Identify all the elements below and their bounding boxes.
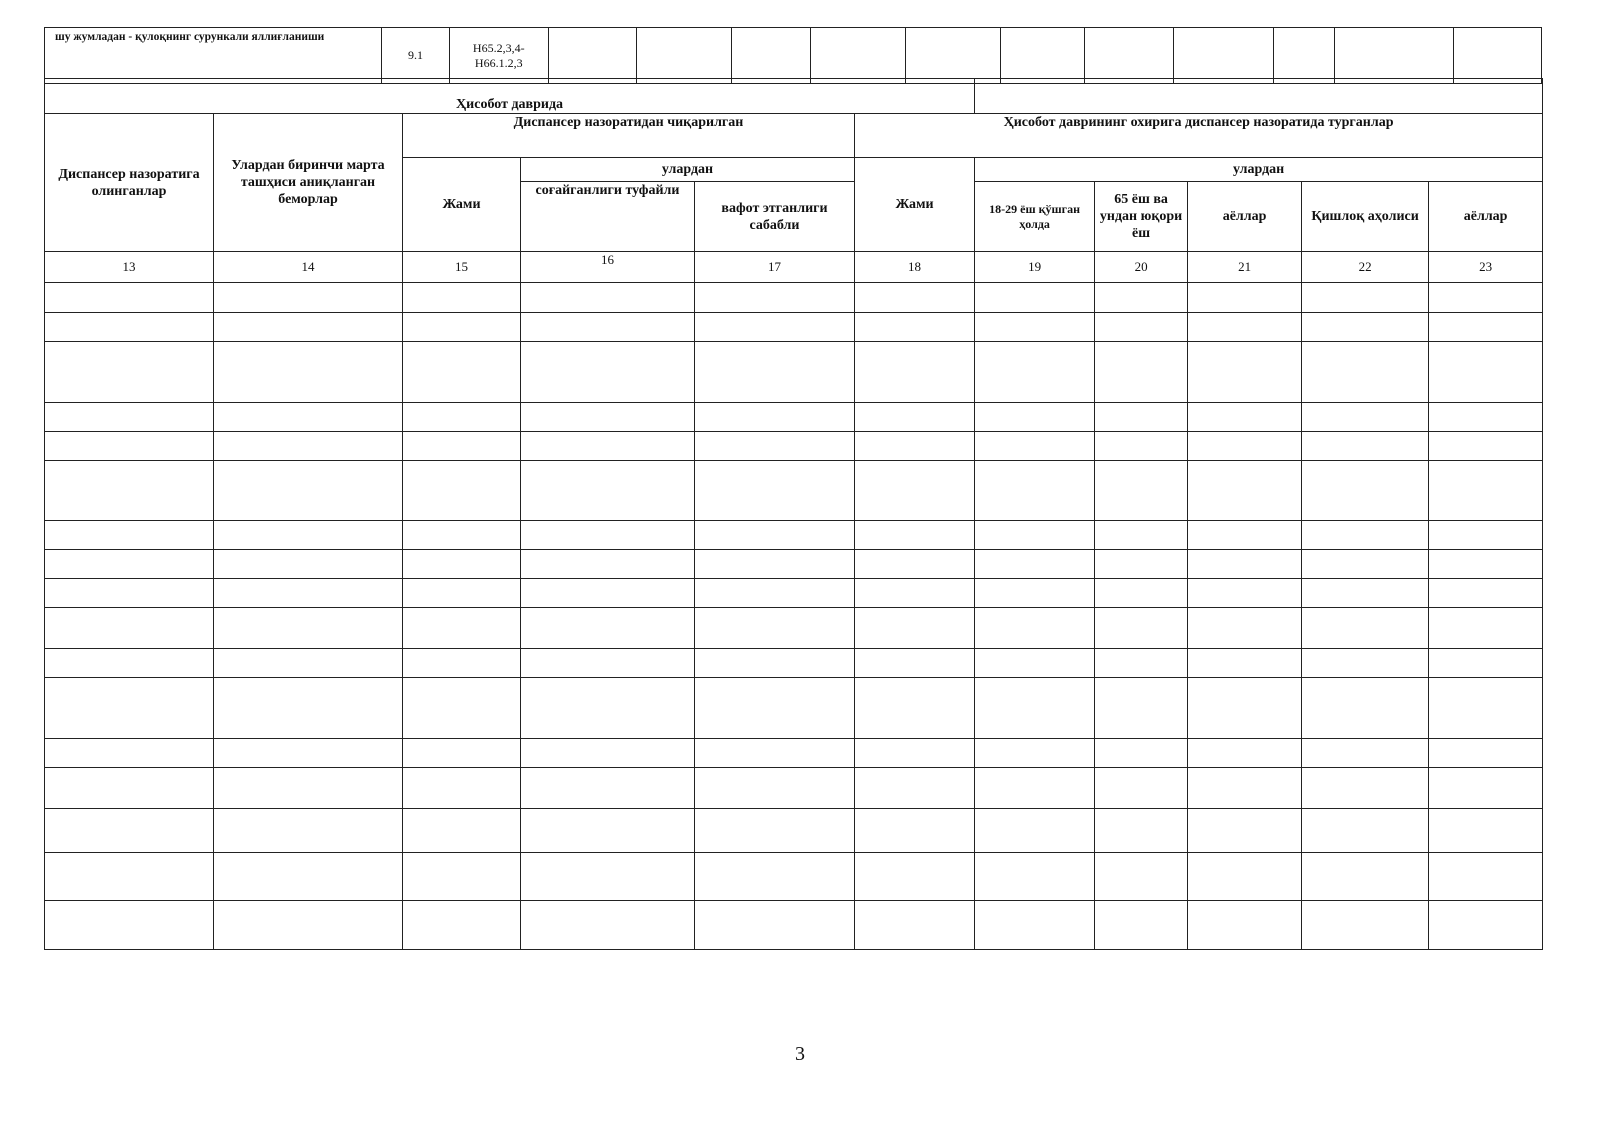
- data-cell: [1429, 403, 1543, 432]
- header-age-65: 65 ёш ва ундан юқори ёш: [1095, 182, 1188, 252]
- data-cell: [695, 649, 855, 678]
- top-row-table: [44, 27, 1542, 84]
- data-cell: [1429, 579, 1543, 608]
- data-cell: [1302, 901, 1429, 950]
- data-cell: [214, 403, 403, 432]
- data-cell: [855, 342, 975, 403]
- data-cell: [1429, 342, 1543, 403]
- table-row: [45, 739, 1543, 768]
- table-row: [45, 432, 1543, 461]
- data-cell: [975, 901, 1095, 950]
- column-numbers-row: [45, 252, 1543, 283]
- data-cell: [855, 432, 975, 461]
- column-number: 23: [1429, 252, 1543, 283]
- data-cell: [214, 809, 403, 853]
- data-cell: [45, 283, 214, 313]
- header-died: вафот этганлиги сабабли: [695, 182, 855, 252]
- data-cell: [810, 28, 905, 84]
- data-cell: [214, 739, 403, 768]
- data-cell: [521, 853, 695, 901]
- data-cell: [214, 342, 403, 403]
- data-cell: [214, 649, 403, 678]
- data-cell: [214, 283, 403, 313]
- data-cell: [1095, 403, 1188, 432]
- data-cell: [45, 768, 214, 809]
- header-of-them-end: улардан: [975, 158, 1543, 182]
- data-cell: [45, 579, 214, 608]
- icd-code: H65.2,3,4-H66.1.2,3: [449, 28, 549, 84]
- data-cell: [1302, 739, 1429, 768]
- column-number: 21: [1188, 252, 1302, 283]
- column-number: 22: [1302, 252, 1429, 283]
- data-cell: [1095, 809, 1188, 853]
- data-cell: [521, 579, 695, 608]
- data-cell: [403, 432, 521, 461]
- column-number: 15: [403, 252, 521, 283]
- data-cell: [855, 550, 975, 579]
- data-cell: [1188, 313, 1302, 342]
- header-women: аёллар: [1188, 182, 1302, 252]
- column-number: 17: [695, 252, 855, 283]
- data-cell: [45, 739, 214, 768]
- data-cell: [1188, 853, 1302, 901]
- column-number: 16: [521, 252, 695, 283]
- data-cell: [45, 432, 214, 461]
- data-cell: [521, 432, 695, 461]
- data-cell: [403, 809, 521, 853]
- data-cell: [214, 901, 403, 950]
- data-cell: [1302, 432, 1429, 461]
- header-recovered: соғайганлиги туфайли: [521, 182, 695, 252]
- data-cell: [975, 521, 1095, 550]
- data-cell: [855, 521, 975, 550]
- data-cell: [45, 901, 214, 950]
- data-cell: [521, 608, 695, 649]
- dispensary-table: [44, 78, 1543, 950]
- data-cell: [855, 283, 975, 313]
- data-cell: [45, 608, 214, 649]
- header-women: аёллар: [1429, 182, 1543, 252]
- column-number: 20: [1095, 252, 1188, 283]
- data-cell: [521, 313, 695, 342]
- data-cell: [905, 28, 1000, 84]
- data-cell: [1095, 739, 1188, 768]
- row-number: 9.1: [382, 28, 449, 84]
- data-cell: [403, 283, 521, 313]
- data-cell: [975, 678, 1095, 739]
- data-cell: [1174, 28, 1274, 84]
- data-cell: [695, 678, 855, 739]
- data-cell: [1095, 283, 1188, 313]
- data-cell: [403, 678, 521, 739]
- header-total-removed: Жами: [403, 158, 521, 252]
- data-cell: [403, 461, 521, 521]
- data-cell: [1095, 313, 1188, 342]
- data-cell: [403, 579, 521, 608]
- header-removed: Диспансер назоратидан чиқарилган: [403, 114, 855, 158]
- data-cell: [45, 342, 214, 403]
- data-cell: [695, 739, 855, 768]
- data-cell: [695, 342, 855, 403]
- column-number: 14: [214, 252, 403, 283]
- data-cell: [975, 550, 1095, 579]
- data-cell: [1429, 739, 1543, 768]
- data-cell: [855, 461, 975, 521]
- data-cell: [695, 461, 855, 521]
- table-row: [45, 342, 1543, 403]
- table-row: [45, 521, 1543, 550]
- data-cell: [1273, 28, 1335, 84]
- data-cell: [1429, 649, 1543, 678]
- table-row: [45, 550, 1543, 579]
- data-cell: [1302, 579, 1429, 608]
- data-cell: [1302, 521, 1429, 550]
- table-row: [45, 461, 1543, 521]
- header-blank: [975, 79, 1543, 114]
- data-cell: [695, 521, 855, 550]
- data-cell: [975, 579, 1095, 608]
- data-cell: [731, 28, 810, 84]
- data-cell: [695, 283, 855, 313]
- data-cell: [695, 579, 855, 608]
- data-cell: [695, 432, 855, 461]
- data-cell: [1302, 853, 1429, 901]
- data-cell: [521, 283, 695, 313]
- data-cell: [45, 550, 214, 579]
- data-cell: [521, 403, 695, 432]
- data-cell: [1429, 809, 1543, 853]
- data-cell: [1429, 461, 1543, 521]
- data-cell: [1188, 550, 1302, 579]
- data-cell: [521, 809, 695, 853]
- data-cell: [45, 853, 214, 901]
- data-cell: [1188, 768, 1302, 809]
- data-cell: [1302, 678, 1429, 739]
- data-cell: [214, 550, 403, 579]
- data-cell: [975, 432, 1095, 461]
- data-cell: [975, 739, 1095, 768]
- data-cell: [1302, 608, 1429, 649]
- empty-rows: [45, 283, 1543, 950]
- data-cell: [1095, 579, 1188, 608]
- data-cell: [214, 432, 403, 461]
- row-name: шу жумладан - қулоқнинг сурункали яллиғланиши: [45, 28, 382, 84]
- data-cell: [214, 313, 403, 342]
- data-cell: [855, 768, 975, 809]
- data-cell: [403, 608, 521, 649]
- data-cell: [975, 649, 1095, 678]
- data-cell: [975, 283, 1095, 313]
- data-cell: [45, 403, 214, 432]
- data-cell: [855, 649, 975, 678]
- data-cell: [1302, 313, 1429, 342]
- data-cell: [1429, 678, 1543, 739]
- data-cell: [403, 342, 521, 403]
- data-cell: [1429, 432, 1543, 461]
- data-cell: [1188, 678, 1302, 739]
- data-cell: [214, 579, 403, 608]
- data-cell: [975, 342, 1095, 403]
- data-cell: [1302, 283, 1429, 313]
- header-age-18-29: 18-29 ёш қўшган ҳолда: [975, 182, 1095, 252]
- data-cell: [403, 521, 521, 550]
- data-cell: [695, 768, 855, 809]
- data-cell: [695, 809, 855, 853]
- data-cell: [695, 550, 855, 579]
- data-cell: [1302, 403, 1429, 432]
- data-cell: [214, 853, 403, 901]
- data-cell: [855, 608, 975, 649]
- data-cell: [521, 649, 695, 678]
- data-cell: [1188, 608, 1302, 649]
- data-cell: [403, 901, 521, 950]
- header-first-diagnosed: Улардан биринчи марта ташҳиси аниқланган беморлар: [214, 114, 403, 252]
- table-row: [45, 678, 1543, 739]
- table-row: [45, 283, 1543, 313]
- data-cell: [403, 768, 521, 809]
- data-cell: [403, 739, 521, 768]
- data-cell: [1188, 521, 1302, 550]
- data-cell: [975, 403, 1095, 432]
- data-cell: [521, 678, 695, 739]
- data-cell: [214, 608, 403, 649]
- table-row: [45, 768, 1543, 809]
- data-cell: [1188, 403, 1302, 432]
- data-cell: [1302, 809, 1429, 853]
- data-cell: [1454, 28, 1542, 84]
- data-cell: [1085, 28, 1174, 84]
- data-cell: [403, 853, 521, 901]
- header-at-end: Ҳисобот даврининг охирига диспансер назоратида турганлар: [855, 114, 1543, 158]
- data-cell: [636, 28, 731, 84]
- data-cell: [855, 579, 975, 608]
- data-cell: [695, 313, 855, 342]
- data-cell: [1188, 579, 1302, 608]
- column-number: 13: [45, 252, 214, 283]
- header-total-end: Жами: [855, 158, 975, 252]
- data-cell: [549, 28, 637, 84]
- data-cell: [855, 901, 975, 950]
- table-row: [45, 901, 1543, 950]
- data-cell: [695, 853, 855, 901]
- data-cell: [45, 461, 214, 521]
- data-cell: [1095, 550, 1188, 579]
- data-cell: [1429, 283, 1543, 313]
- data-cell: [1188, 432, 1302, 461]
- data-cell: [1095, 432, 1188, 461]
- data-cell: [1302, 550, 1429, 579]
- header-taken-under: Диспансер назоратига олинганлар: [45, 114, 214, 252]
- data-cell: [45, 649, 214, 678]
- data-cell: [521, 768, 695, 809]
- data-cell: [1429, 901, 1543, 950]
- column-number: 18: [855, 252, 975, 283]
- data-cell: [1188, 461, 1302, 521]
- table-row: [45, 853, 1543, 901]
- data-cell: [1429, 608, 1543, 649]
- data-cell: [403, 403, 521, 432]
- data-cell: [975, 461, 1095, 521]
- table-row: [45, 403, 1543, 432]
- data-cell: [1429, 853, 1543, 901]
- data-cell: [975, 608, 1095, 649]
- data-cell: [1188, 739, 1302, 768]
- data-cell: [1001, 28, 1085, 84]
- header-report-period: Ҳисобот даврида: [45, 79, 975, 114]
- data-cell: [1095, 853, 1188, 901]
- data-cell: [1095, 649, 1188, 678]
- data-cell: [1429, 521, 1543, 550]
- data-cell: [1302, 461, 1429, 521]
- page-number: 3: [795, 1043, 805, 1065]
- data-cell: [1095, 768, 1188, 809]
- data-cell: [214, 768, 403, 809]
- data-cell: [1429, 550, 1543, 579]
- data-cell: [1302, 342, 1429, 403]
- data-cell: [855, 403, 975, 432]
- data-cell: [975, 809, 1095, 853]
- column-number: 19: [975, 252, 1095, 283]
- data-cell: [855, 809, 975, 853]
- table-row: [45, 649, 1543, 678]
- data-cell: [695, 608, 855, 649]
- data-cell: [855, 313, 975, 342]
- data-cell: [521, 739, 695, 768]
- data-cell: [1095, 342, 1188, 403]
- data-cell: [1335, 28, 1454, 84]
- data-cell: [1095, 608, 1188, 649]
- data-cell: [975, 768, 1095, 809]
- data-cell: [45, 313, 214, 342]
- data-cell: [1188, 283, 1302, 313]
- data-cell: [403, 313, 521, 342]
- data-cell: [855, 678, 975, 739]
- data-cell: [1095, 678, 1188, 739]
- data-cell: [855, 853, 975, 901]
- data-cell: [1188, 809, 1302, 853]
- data-cell: [1095, 461, 1188, 521]
- data-cell: [214, 521, 403, 550]
- data-cell: [214, 678, 403, 739]
- data-cell: [1188, 342, 1302, 403]
- data-cell: [521, 342, 695, 403]
- header-rural: Қишлоқ аҳолиси: [1302, 182, 1429, 252]
- data-cell: [1188, 901, 1302, 950]
- data-cell: [1095, 521, 1188, 550]
- data-cell: [695, 901, 855, 950]
- data-cell: [1429, 313, 1543, 342]
- table-row: [45, 809, 1543, 853]
- data-cell: [403, 550, 521, 579]
- data-cell: [1095, 901, 1188, 950]
- data-cell: [695, 403, 855, 432]
- data-cell: [403, 649, 521, 678]
- table-row: [45, 608, 1543, 649]
- data-cell: [855, 739, 975, 768]
- table-row: [45, 313, 1543, 342]
- data-cell: [521, 461, 695, 521]
- data-cell: [1429, 768, 1543, 809]
- data-cell: [975, 853, 1095, 901]
- data-cell: [521, 550, 695, 579]
- data-cell: [45, 678, 214, 739]
- table-row: [45, 579, 1543, 608]
- header-of-them-removed: улардан: [521, 158, 855, 182]
- data-cell: [45, 521, 214, 550]
- data-cell: [975, 313, 1095, 342]
- data-cell: [521, 901, 695, 950]
- data-cell: [1302, 768, 1429, 809]
- data-cell: [1302, 649, 1429, 678]
- data-cell: [521, 521, 695, 550]
- data-cell: [45, 809, 214, 853]
- data-cell: [214, 461, 403, 521]
- data-cell: [1188, 649, 1302, 678]
